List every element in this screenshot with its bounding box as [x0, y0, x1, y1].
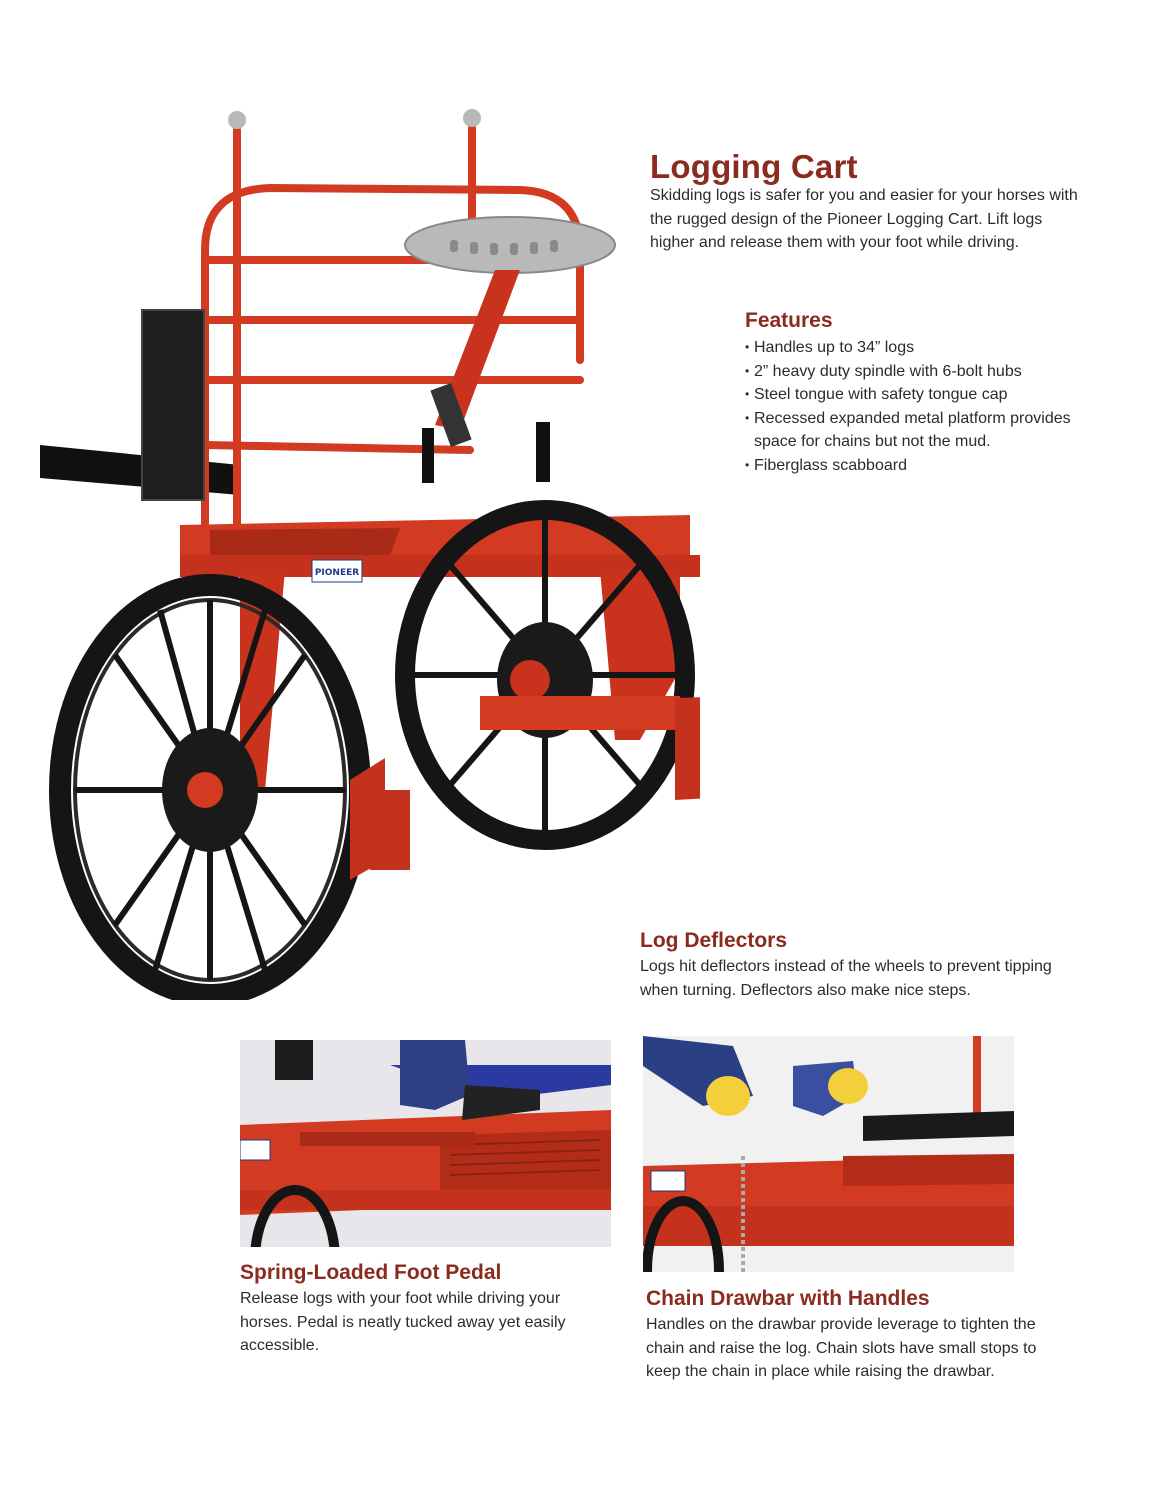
feature-item: • Steel tongue with safety tongue cap [745, 383, 1105, 407]
log-deflectors-heading: Log Deflectors [640, 929, 788, 952]
foot-pedal-text: Release logs with your foot while driving your horses. Pedal is neatly tucked away yet easily accessible. [240, 1290, 566, 1354]
page-title: Logging Cart [650, 148, 858, 185]
foot-pedal-heading: Spring-Loaded Foot Pedal [240, 1261, 502, 1284]
feature-item: • 2” heavy duty spindle with 6-bolt hubs [745, 360, 1105, 384]
feature-item: • Fiberglass scabboard [745, 454, 1105, 478]
chain-drawbar-photo [643, 1036, 1014, 1272]
brand-badge: PIONEER [314, 568, 360, 578]
feature-item: • Handles up to 34” logs [745, 336, 1105, 360]
foot-pedal-photo [240, 1040, 611, 1247]
logging-cart-photo [40, 100, 700, 1000]
chain-drawbar-heading: Chain Drawbar with Handles [646, 1287, 930, 1310]
features-heading: Features [745, 309, 833, 332]
features-list [745, 336, 1105, 477]
chain-drawbar-text: Handles on the drawbar provide leverage to tighten the chain and raise the log. Chain slots have small stops to keep the chain in place while raising the drawbar. [646, 1316, 1037, 1380]
feature-item: • Recessed expanded metal platform provides space for chains but not the mud. [745, 407, 1105, 454]
intro-paragraph: Skidding logs is safer for you and easier for your horses with the rugged design of the Pioneer Logging Cart. Lift logs higher and release them with your foot while driving. [650, 187, 1078, 251]
log-deflectors-text: Logs hit deflectors instead of the wheels to prevent tipping when turning. Deflectors also make nice steps. [640, 958, 1052, 999]
